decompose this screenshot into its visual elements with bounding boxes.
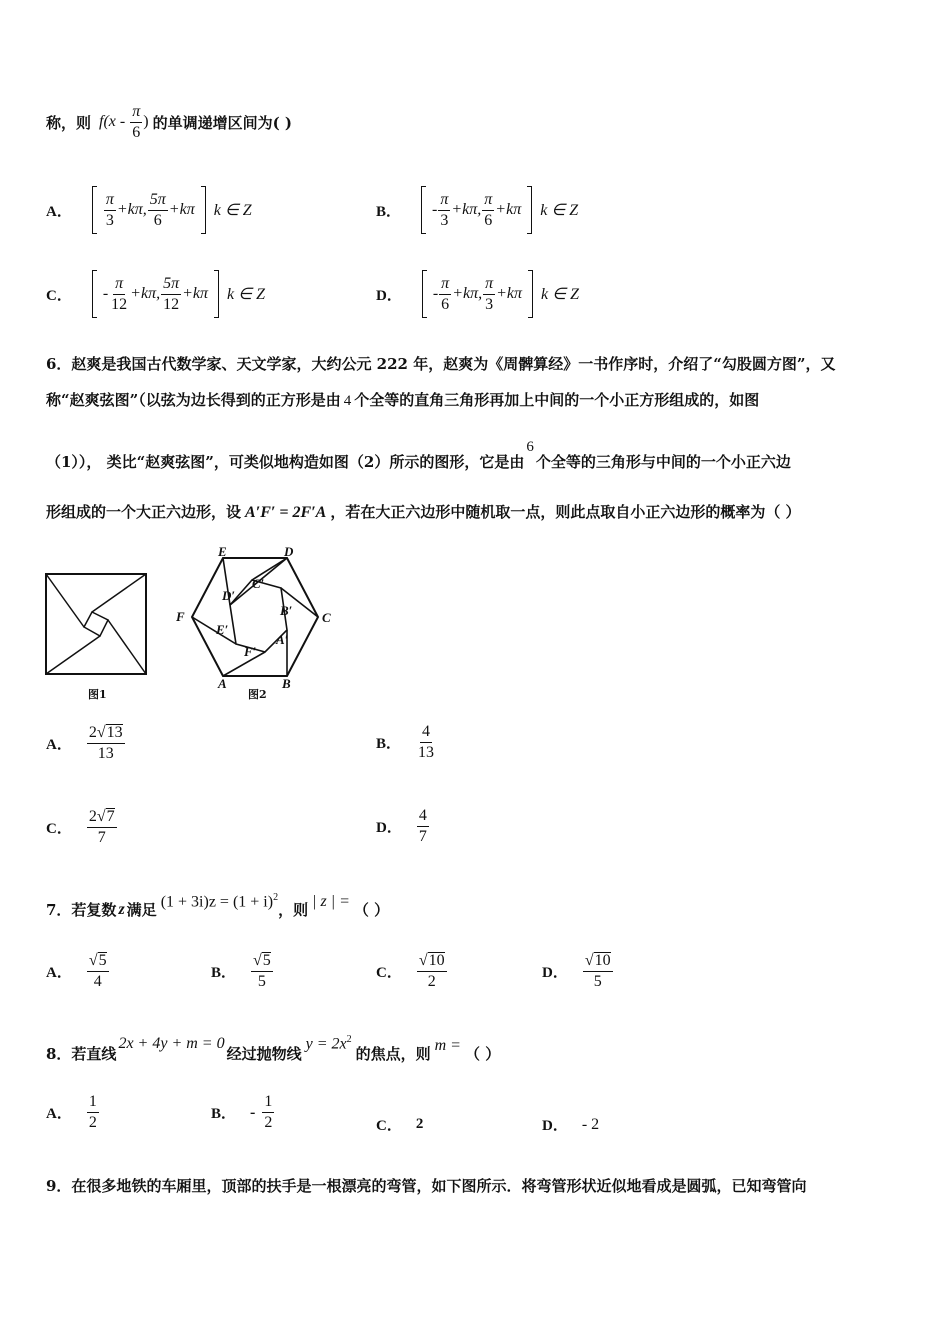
q8-a-den: 2 (88, 1114, 97, 1131)
q8-a-num: 1 (87, 1094, 99, 1113)
q6-line2-b: 个全等的直角三角形再加上中间的一个小正方形组成的，如图 (354, 391, 760, 409)
q5-a-ln: π (104, 192, 116, 211)
q8-parab: y = 2x (305, 1035, 347, 1052)
q5-d-rd: 3 (485, 295, 494, 313)
q8-b-den: 2 (264, 1114, 273, 1131)
q5-option-c[interactable] (46, 270, 271, 318)
fig2-label-Ep: E′ (216, 622, 229, 637)
q7-a-rad: 5 (98, 952, 107, 969)
q7-option-d[interactable]: D． $\frac{√10}{5}$ (542, 952, 611, 990)
q8-c-label: C． (376, 1118, 402, 1134)
q6-a-label: A． (46, 736, 72, 753)
q6-option-c[interactable]: C． $\frac{2√7}{7}$ (46, 808, 115, 846)
q5-c-rd: 12 (163, 295, 180, 313)
q7-stem-a: 7．若复数 (46, 901, 117, 919)
fig2-label-B: B (282, 676, 291, 691)
q7-eq: (1 + 3i)z = (1 + i) (160, 893, 274, 910)
q8-option-a[interactable] (46, 1094, 100, 1131)
q5-b-ld: 3 (440, 211, 449, 229)
q8-stem-c: 的焦点，则 (355, 1045, 431, 1063)
q8-b-label: B． (211, 1106, 237, 1122)
q7-option-c[interactable]: C． $\frac{√10}{2}$ (376, 952, 445, 990)
q8-line-eq: 2x + 4y + m = 0 (118, 1035, 225, 1052)
q6-d-num: 4 (417, 808, 429, 827)
q7-c-rad: 10 (428, 952, 445, 969)
fig1-inner-lines (46, 574, 84, 627)
q5-c-label: C． (46, 287, 72, 304)
q8-stem-a: 8．若直线 (46, 1045, 117, 1063)
q6-fig2-caption: 图2 (248, 688, 267, 701)
q7-option-b[interactable]: B． $\frac{√5}{5}$ (211, 952, 271, 990)
q6-line2 (46, 390, 759, 411)
q7-c-den: 2 (427, 973, 436, 990)
q6-line3-num: 6 (526, 439, 534, 455)
q5-b-rd: 6 (484, 211, 493, 229)
q8-a-label: A． (46, 1106, 72, 1122)
q9-line1: 9．在很多地铁的车厢里，顶部的扶手是一根漂亮的弯管，如下图所示．将弯管形状近似地看成是圆弧，已知弯管向 (46, 1177, 807, 1195)
q5-frac-den: 6 (132, 124, 141, 141)
fig2-label-Cp: C′ (252, 576, 265, 591)
q5-a-label: A． (46, 203, 72, 220)
q7-d-rad: 10 (594, 952, 611, 969)
q7-a-den: 4 (93, 973, 102, 990)
q5-option-b[interactable] (376, 186, 584, 234)
q7-a-label: A． (46, 964, 72, 981)
q5-c-end: +kπ (182, 285, 209, 302)
fig2-label-Ap: A′ (276, 632, 289, 647)
q6-b-num: 4 (420, 724, 432, 743)
q8-stem-d: （ ） (464, 1045, 501, 1063)
q8-b-sign: - (250, 1103, 256, 1121)
q6-option-d[interactable] (376, 808, 430, 845)
q7-b-label: B． (211, 964, 237, 981)
q5-a-end: +kπ (168, 201, 195, 218)
fig2-label-Bp: B′ (280, 603, 293, 618)
q5-b-tail: k ∈ Z (540, 202, 579, 219)
q5-stem-suffix: 的单调递增区间为( ) (152, 113, 292, 132)
q6-option-b[interactable] (376, 724, 437, 761)
q8-d-label: D． (542, 1118, 568, 1134)
q8-d-val: - 2 (581, 1115, 600, 1133)
q7-z: z (118, 901, 125, 918)
q7-b-den: 5 (257, 973, 266, 990)
q5-a-tail: k ∈ Z (213, 202, 252, 219)
q6-line2-num: 4 (343, 393, 352, 409)
fig2-label-A: A (218, 676, 227, 691)
q7-c-label: C． (376, 964, 402, 981)
q5-d-label: D． (376, 287, 402, 304)
q7-option-a[interactable]: A． $\frac{√5}{4}$ (46, 952, 107, 990)
q6-c-coef: 2 (88, 808, 97, 825)
q8-b-num: 1 (262, 1094, 274, 1113)
q5-a-ld: 3 (105, 211, 114, 229)
fig1-inner-square (84, 612, 108, 636)
q6-b-label: B． (376, 736, 402, 752)
q6-c-rad: 7 (106, 808, 115, 825)
q5-a-rn: 5π (148, 192, 168, 211)
q6-b-den: 13 (418, 744, 435, 761)
q6-d-den: 7 (418, 828, 427, 845)
q6-figure2 (170, 540, 345, 700)
q8-stem (46, 1033, 501, 1064)
q6-figure1 (44, 572, 148, 676)
fig2-label-Dp: D′ (222, 588, 236, 603)
q8-sup: 2 (346, 1033, 352, 1045)
q6-d-label: D． (376, 820, 402, 836)
q5-c-ld: 12 (111, 295, 128, 313)
q6-line4-math: A′F′ = 2F′A (245, 504, 327, 521)
q5-b-rn: π (482, 192, 494, 211)
q5-b-end: +kπ (495, 201, 522, 218)
q5-close: ) (143, 113, 149, 131)
q6-line4-a: 形组成的一个大正六边形，设 (46, 503, 242, 521)
q5-stem-prefix: 称，则 (46, 113, 92, 132)
q5-d-rn: π (483, 276, 495, 295)
q6-fig1-caption: 图1 (88, 688, 107, 701)
fig2-label-F: F (176, 609, 185, 624)
q5-func: f(x - (99, 113, 126, 131)
q8-c-val: 2 (415, 1116, 424, 1132)
q6-line4-b: ，若在大正六边形中随机取一点，则此点取自小正六边形的概率为（ ） (330, 503, 801, 521)
q5-c-mid: +kπ, (130, 285, 161, 302)
q8-option-b[interactable] (211, 1094, 275, 1131)
q5-b-mid: +kπ, (451, 201, 482, 218)
q5-d-ld: 6 (441, 295, 450, 313)
q7-stem (46, 892, 389, 920)
q5-stem (46, 104, 292, 141)
q6-c-label: C． (46, 820, 72, 837)
q5-d-tail: k ∈ Z (541, 286, 579, 303)
q7-d-label: D． (542, 964, 568, 981)
q5-d-sign: - (432, 285, 439, 302)
q5-c-sign: - (102, 285, 109, 302)
q5-c-rn: 5π (161, 276, 181, 295)
q6-c-den: 7 (97, 829, 106, 846)
q5-option-a[interactable] (46, 186, 258, 234)
q7-b-rad: 5 (262, 952, 271, 969)
q6-a-rad: 13 (106, 724, 123, 741)
q6-line3 (46, 439, 791, 473)
q5-d-end: +kπ (496, 285, 523, 302)
fig2-label-C: C (322, 610, 331, 625)
q7-stem-b: 满足 (126, 901, 157, 919)
q6-line4 (46, 502, 801, 523)
q6-line1: 6．赵爽是我国古代数学家、天文学家，大约公元 222 年，赵爽为《周髀算经》一书作序时，介绍了“勾股圆方图”，又 (46, 355, 836, 373)
fig1-outer-square (46, 574, 146, 674)
q5-c-tail: k ∈ Z (227, 286, 265, 303)
q6-line3-b: 个全等的三角形与中间的一个小正六边 (535, 453, 791, 471)
q8-option-d[interactable] (542, 1114, 599, 1135)
q5-c-ln: π (113, 276, 125, 295)
fig2-label-E: E (218, 544, 227, 559)
q8-stem-b: 经过抛物线 (226, 1045, 302, 1063)
q5-option-d[interactable] (376, 270, 585, 318)
q7-stem-c: ，则 (278, 901, 309, 919)
q6-a-den: 13 (97, 745, 114, 762)
q5-frac-num: π (130, 104, 142, 123)
q8-option-c[interactable] (376, 1114, 437, 1135)
q7-sup: 2 (273, 891, 279, 903)
q5-a-mid: +kπ, (116, 201, 147, 218)
q5-d-ln: π (439, 276, 451, 295)
q7-abs: | z | = (312, 893, 350, 910)
q5-b-label: B． (376, 203, 402, 220)
q6-line2-a: 称“赵爽弦图”（以弦为边长得到的正方形是由 (46, 391, 341, 409)
q6-a-coef: 2 (88, 724, 97, 741)
fig2-label-D: D (284, 544, 294, 559)
fig2-label-Fp: F′ (244, 644, 257, 659)
q7-stem-d: （ ） (353, 901, 390, 919)
q5-b-sign: - (432, 201, 438, 218)
q5-b-ln: π (438, 192, 450, 211)
q8-m: m = (434, 1037, 461, 1054)
q7-d-den: 5 (593, 973, 602, 990)
q5-d-mid: +kπ, (452, 285, 483, 302)
q5-a-rd: 6 (153, 211, 162, 229)
q6-option-a[interactable]: A． $\frac{2√13}{13}$ (46, 724, 123, 762)
q6-line3-a: （1））， 类比“赵爽弦图”，可类似地构造如图（2）所示的图形，它是由 (46, 453, 525, 471)
